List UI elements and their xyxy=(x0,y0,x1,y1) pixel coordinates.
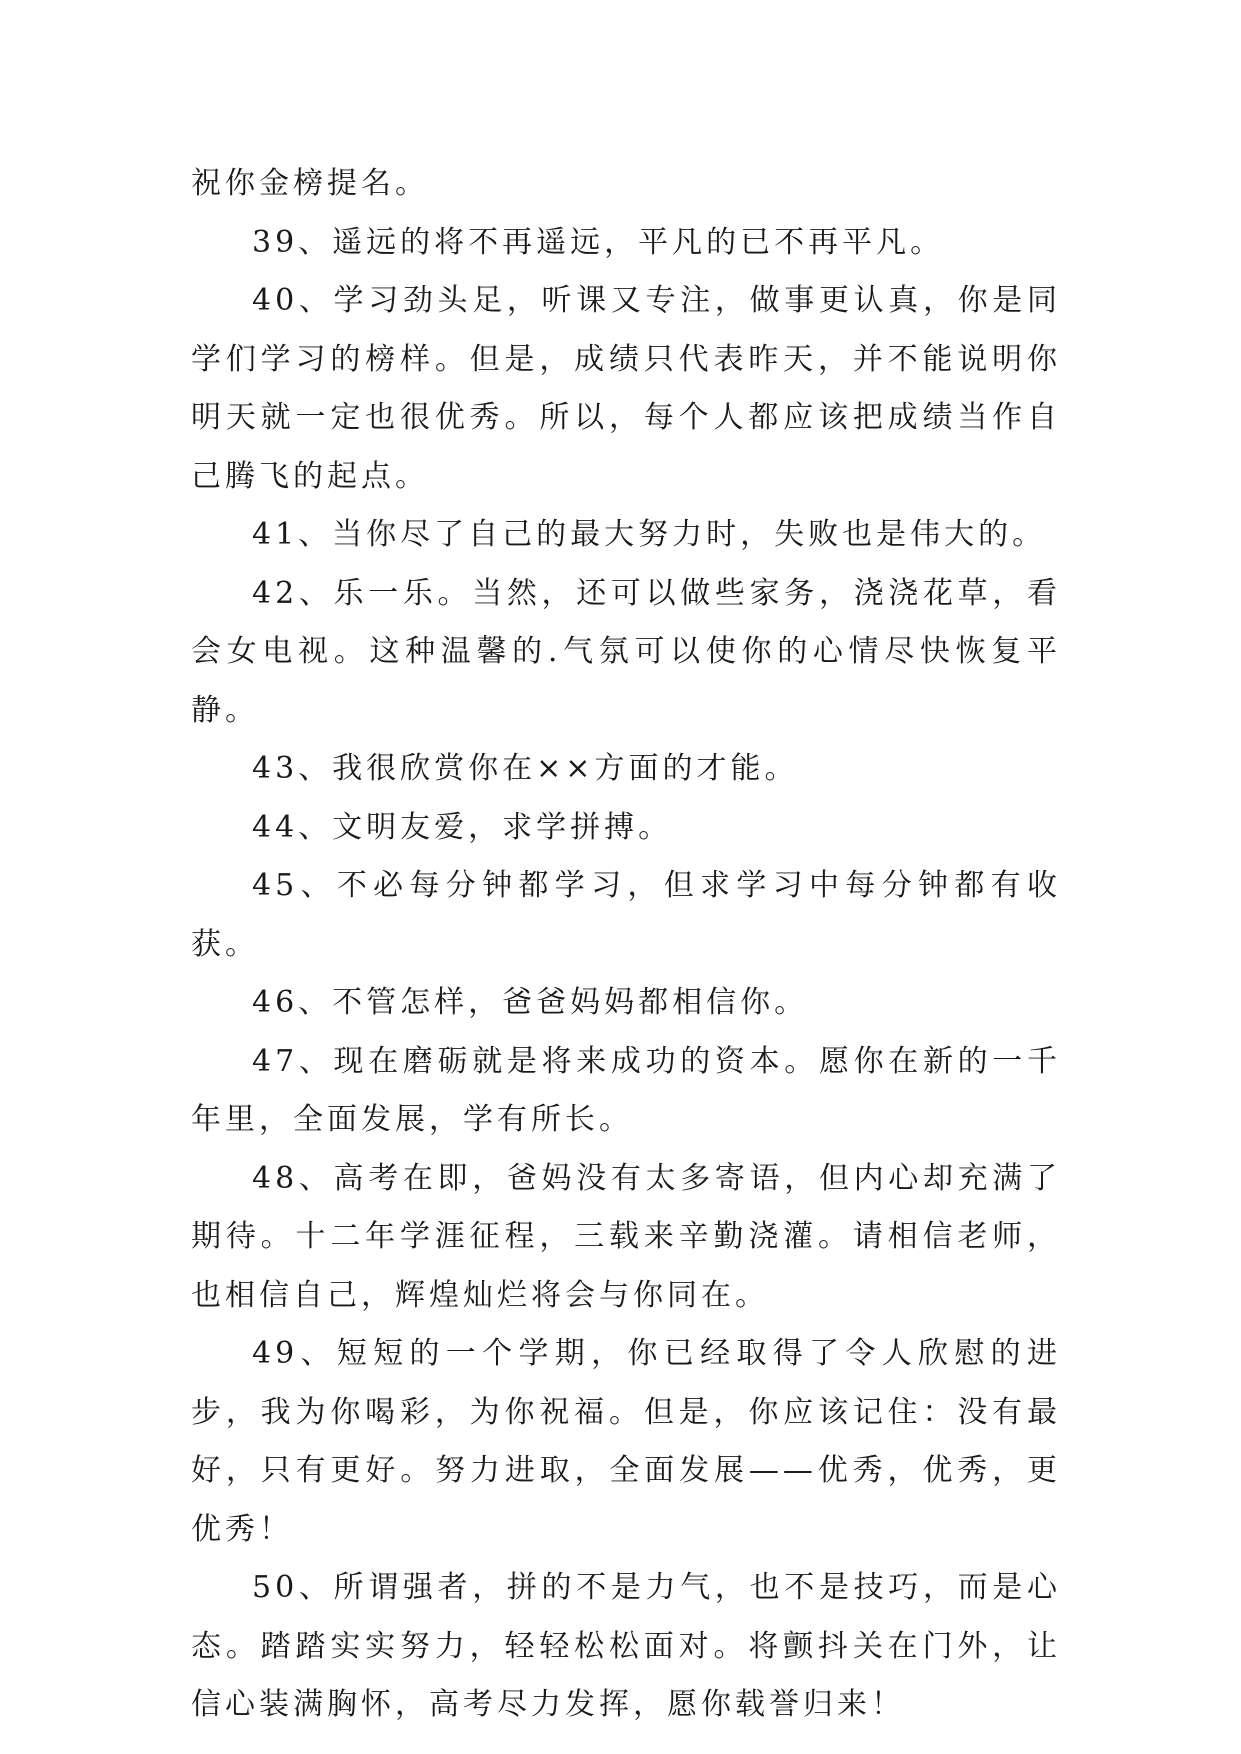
paragraph-40: 40、学习劲头足，听课又专注，做事更认真，你是同学们学习的榜样。但是，成绩只代表昨天，并不能说明你明天就一定也很优秀。所以，每个人都应该把成绩当作自己腾飞的起点。 xyxy=(191,283,1061,494)
paragraph-39: 39、遥远的将不再遥远，平凡的已不再平凡。 xyxy=(252,224,945,260)
paragraph-45: 45、不必每分钟都学习，但求学习中每分钟都有收获。 xyxy=(191,868,1061,962)
paragraph-48: 48、高考在即，爸妈没有太多寄语，但内心却充满了期待。十二年学涯征程，三载来辛勤浇灌。请相信老师，也相信自己，辉煌灿烂将会与你同在。 xyxy=(191,1160,1061,1313)
paragraph-49: 49、短短的一个学期，你已经取得了令人欣慰的进步，我为你喝彩，为你祝福。但是，你应该记住：没有最好，只有更好。努力进取，全面发展——优秀，优秀，更优秀！ xyxy=(191,1336,1061,1547)
paragraph-41: 41、当你尽了自己的最大努力时，失败也是伟大的。 xyxy=(252,517,1047,552)
paragraph-44: 44、文明友爱，求学拼搏。 xyxy=(252,809,673,845)
paragraph-42: 42、乐一乐。当然，还可以做些家务，浇浇花草，看会女电视。这种温馨的.气氛可以使你的心情尽快恢复平静。 xyxy=(191,575,1061,728)
paragraph-continuation: 祝你金榜提名。 xyxy=(191,166,429,201)
document-body xyxy=(191,155,1061,1735)
paragraph-43: 43、我很欣赏你在××方面的才能。 xyxy=(252,751,799,786)
paragraph-50: 50、所谓强者，拼的不是力气，也不是技巧，而是心态。踏踏实实努力，轻轻松松面对。将颤抖关在门外，让信心装满胸怀，高考尽力发挥，愿你载誉归来！ xyxy=(191,1570,1061,1722)
paragraph-46: 46、不管怎样，爸爸妈妈都相信你。 xyxy=(252,985,809,1020)
paragraph-47: 47、现在磨砺就是将来成功的资本。愿你在新的一千年里，全面发展，学有所长。 xyxy=(191,1043,1061,1137)
